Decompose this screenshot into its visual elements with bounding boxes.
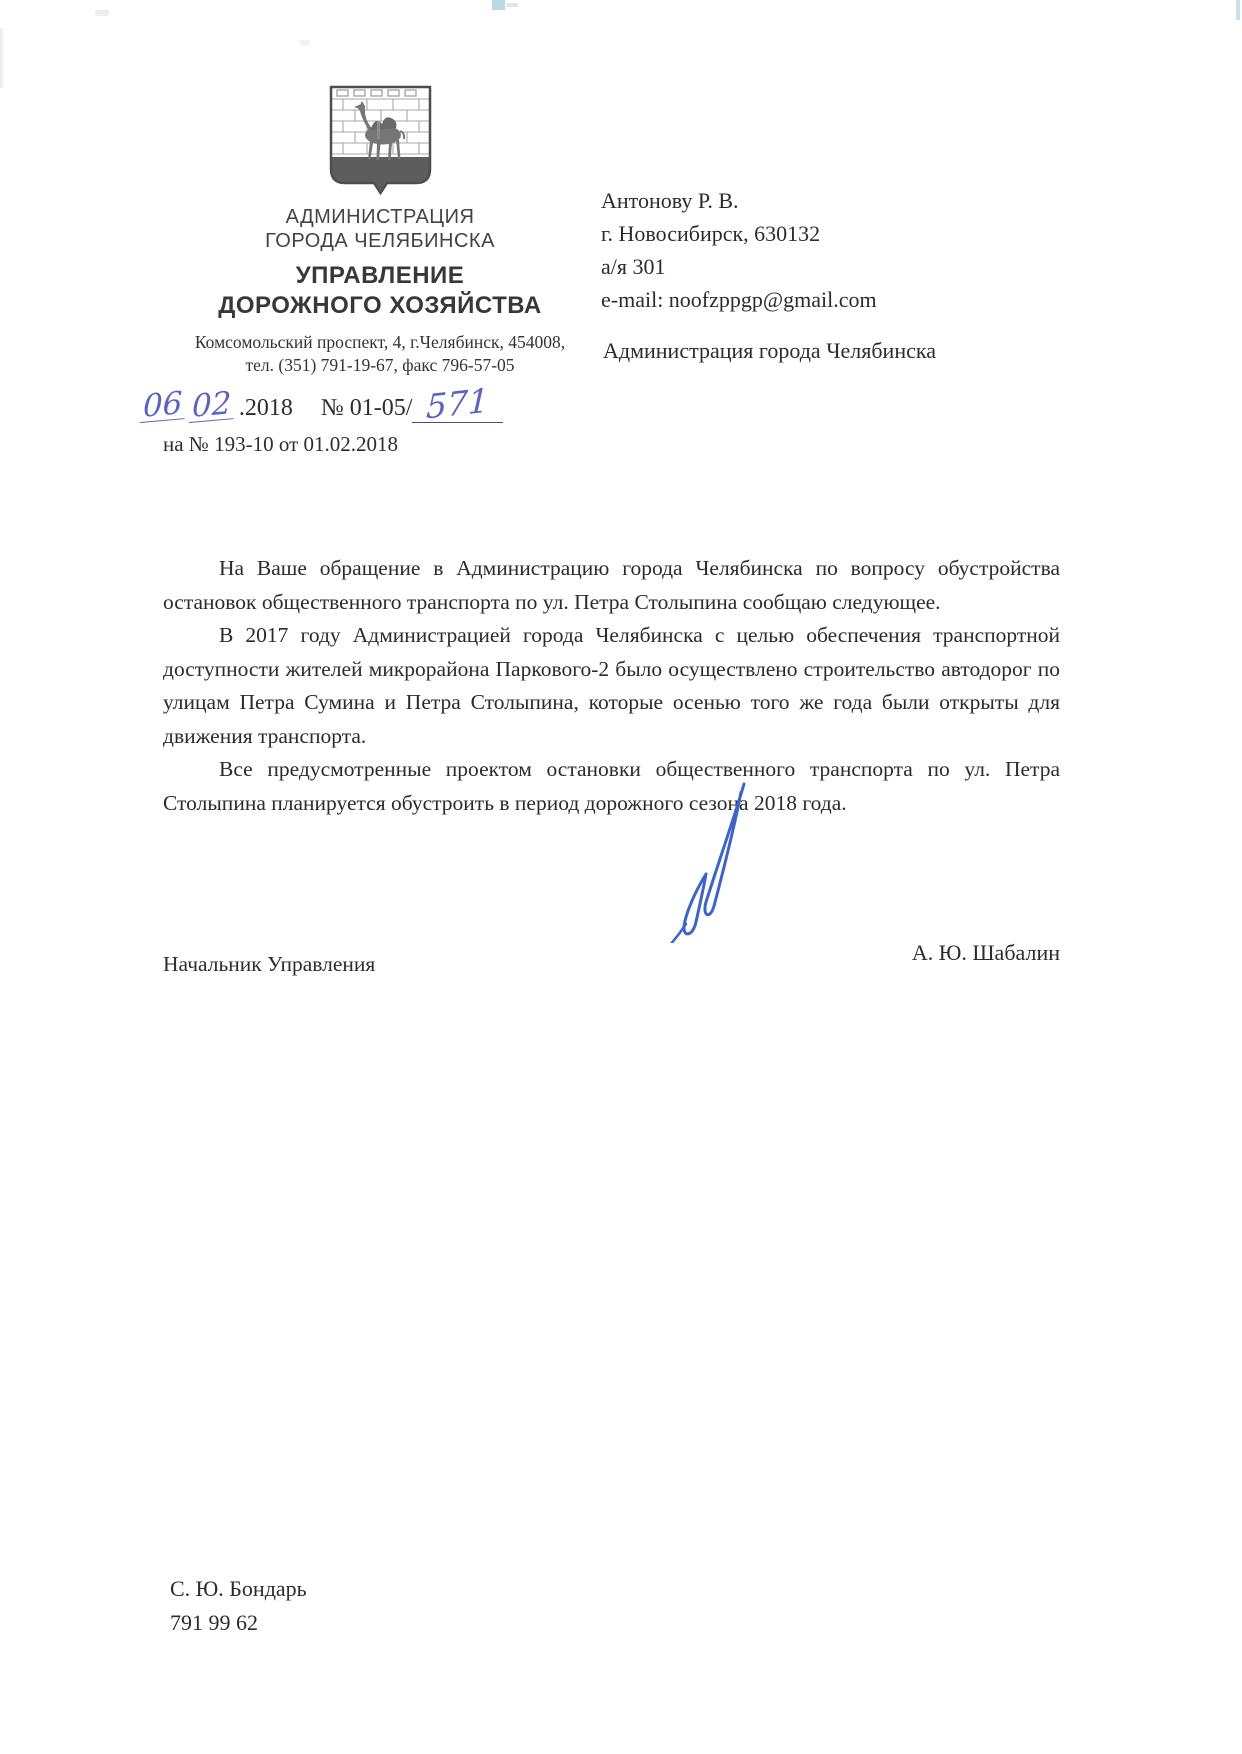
recipient-po-box: а/я 301 <box>601 254 666 279</box>
recipient-name: Антонову Р. В. <box>601 188 739 213</box>
executor-name: С. Ю. Бондарь <box>170 1576 307 1601</box>
handwritten-outgoing-number: 571 <box>425 380 491 427</box>
letterhead-phone: тел. (351) 791-19-67, факс 796-57-05 <box>245 355 515 375</box>
body-paragraph-1: На Ваше обращение в Администрацию города Челябинска по вопросу обустройства остановок общественного транспорта по ул. Петра Столыпина сообщаю следующее. <box>163 556 1060 614</box>
letterhead-contacts <box>140 331 620 377</box>
scan-artifact <box>300 40 310 45</box>
org-name <box>140 205 620 253</box>
scan-artifact <box>95 10 109 16</box>
org-name-line2: ГОРОДА ЧЕЛЯБИНСКА <box>265 230 495 252</box>
outgoing-number-label: № 01-05/ <box>320 395 413 421</box>
department-name-line2: ДОРОЖНОГО ХОЗЯЙСТВА <box>218 292 542 319</box>
scan-artifact <box>1236 0 1240 20</box>
handwritten-date-day: 06 <box>140 388 186 423</box>
in-reply-to-line: на № 193-10 от 01.02.2018 <box>163 432 398 456</box>
handwritten-signature <box>648 778 758 943</box>
executor-block <box>170 1572 307 1640</box>
body-paragraph-2: В 2017 году Администрацией города Челябинска с целью обеспечения транспортной доступности жителей микрорайона Паркового-2 было осуществлено строительство автодорог по улицам Петра Сумина и Петра Столыпина, которые осенью того же года были открыты для движения транспорта. <box>163 623 1060 748</box>
letter-body <box>163 552 1060 820</box>
letterhead-address: Комсомольский проспект, 4, г.Челябинск, 454008, <box>194 332 566 352</box>
executor-phone: 791 99 62 <box>170 1610 258 1635</box>
org-name-line1: АДМИНИСТРАЦИЯ <box>285 206 475 228</box>
copy-to-line: Администрация города Челябинска <box>603 338 936 363</box>
handwritten-date-month: 02 <box>189 388 235 423</box>
recipient-email: e-mail: noofzppgp@gmail.com <box>601 287 877 312</box>
recipient-block <box>601 184 877 316</box>
department-name-line1: УПРАВЛЕНИЕ <box>295 262 465 289</box>
printed-year: .2018 <box>238 395 293 421</box>
scan-artifact <box>506 3 518 7</box>
body-paragraph-3: Все предусмотренные проектом остановки общественного транспорта по ул. Петра Столыпина планируется обустроить в период дорожного сезона 2018 года. <box>163 757 1060 815</box>
scan-artifact <box>492 0 505 10</box>
reference-line <box>140 380 503 430</box>
recipient-city: г. Новосибирск, 630132 <box>601 221 821 246</box>
chelyabinsk-coat-of-arms-icon <box>327 83 434 198</box>
signer-name: А. Ю. Шабалин <box>911 940 1060 965</box>
department-name <box>140 261 620 321</box>
scan-artifact <box>0 28 3 88</box>
signer-position: Начальник Управления <box>163 952 376 976</box>
